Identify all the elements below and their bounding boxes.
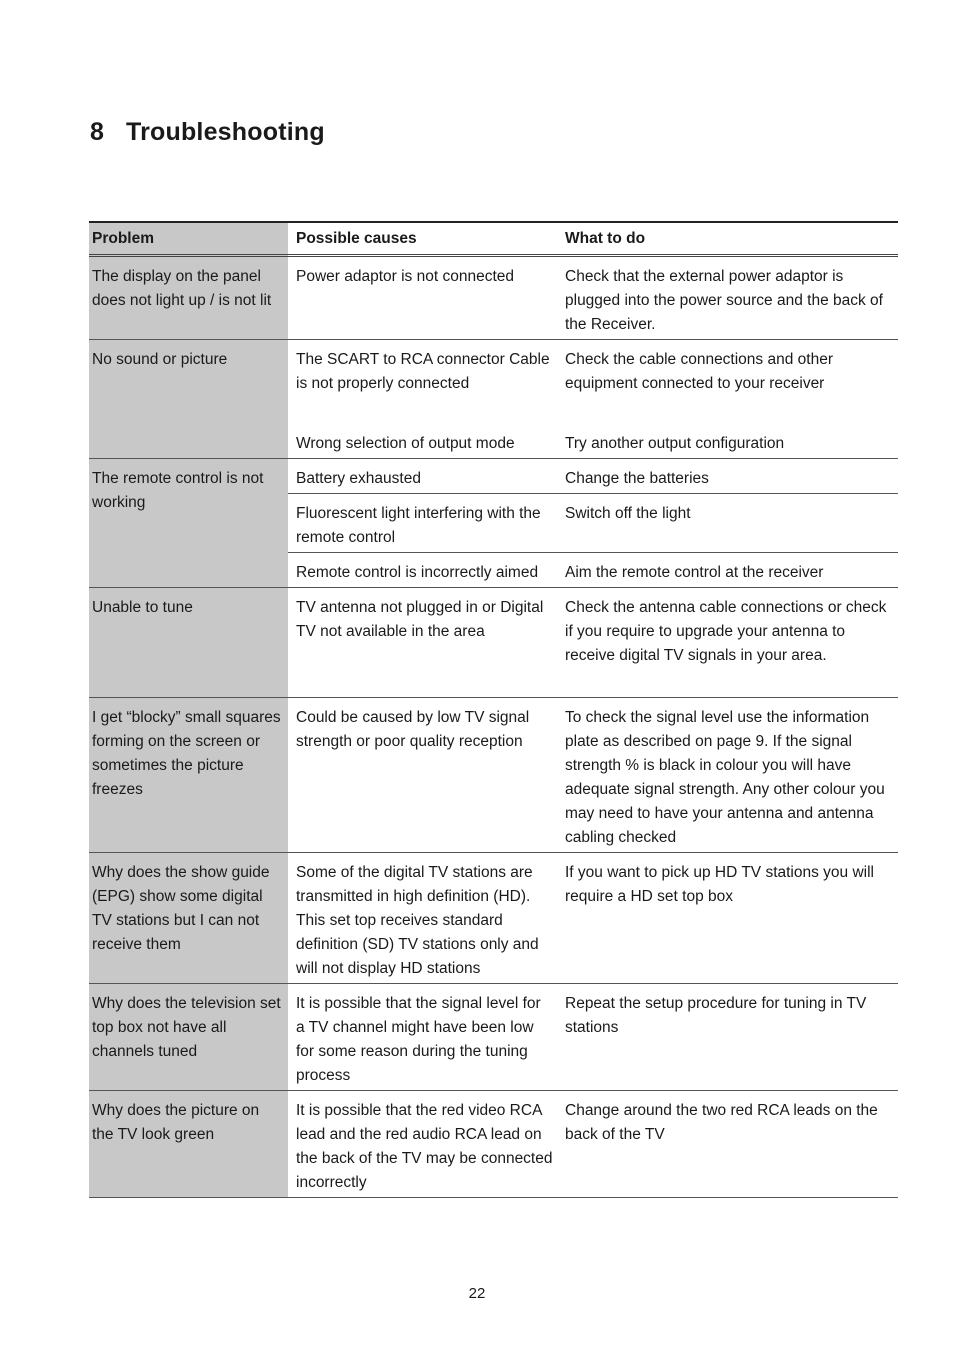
- problem-cell: Why does the television set top box not have all channels tuned: [89, 984, 288, 1091]
- todo-text: Try another output configuration: [565, 435, 785, 452]
- table-row: [89, 459, 898, 494]
- todo-cell: Change the batteries: [557, 459, 898, 494]
- cause-text: Wrong selection of output mode: [296, 435, 515, 452]
- header-problem: Problem: [89, 222, 288, 256]
- problem-cell: The display on the panel does not light up / is not lit: [89, 256, 288, 340]
- todo-cell: Check the antenna cable connections or check if you require to upgrade your antenna to receive digital TV signals in your area.: [557, 588, 898, 698]
- todo-cell: Change around the two red RCA leads on the back of the TV: [557, 1091, 898, 1198]
- section-number: 8: [90, 118, 105, 146]
- table-row: [89, 256, 898, 340]
- table-row: [89, 984, 898, 1091]
- cause-text: The SCART to RCA connector Cable is not properly connected: [296, 351, 550, 392]
- problem-cell: Why does the show guide (EPG) show some digital TV stations but I can not receive them: [89, 853, 288, 984]
- cause-cell: Battery exhausted: [288, 459, 557, 494]
- page-heading: [90, 118, 325, 147]
- table-row: [89, 853, 898, 984]
- header-todo: What to do: [565, 229, 646, 247]
- todo-cell: Check that the external power adaptor is plugged into the power source and the back of the Receiver.: [557, 256, 898, 340]
- todo-cell: Switch off the light: [557, 494, 898, 553]
- header-causes: Possible causes: [296, 229, 417, 247]
- cause-cell: [288, 340, 557, 459]
- cause-cell: Could be caused by low TV signal strength or poor quality reception: [288, 698, 557, 853]
- cause-cell: Remote control is incorrectly aimed: [288, 553, 557, 588]
- section-title: Troubleshooting: [126, 118, 325, 146]
- todo-cell: If you want to pick up HD TV stations you will require a HD set top box: [557, 853, 898, 984]
- problem-cell: No sound or picture: [89, 340, 288, 459]
- table-row: [89, 340, 898, 459]
- cause-cell: It is possible that the signal level for a TV channel might have been low for some reason during the tuning process: [288, 984, 557, 1091]
- problem-cell: I get “blocky” small squares forming on the screen or sometimes the picture freezes: [89, 698, 288, 853]
- todo-cell: To check the signal level use the information plate as described on page 9. If the signal strength % is black in colour you will have adequate signal strength. Any other colour you may need to have your antenna and antenna cabling checked: [557, 698, 898, 853]
- troubleshooting-table: [89, 221, 898, 1198]
- todo-cell: Aim the remote control at the receiver: [557, 553, 898, 588]
- cause-cell: It is possible that the red video RCA lead and the red audio RCA lead on the back of the TV may be connected incorrectly: [288, 1091, 557, 1198]
- cause-cell: Some of the digital TV stations are transmitted in high definition (HD). This set top receives standard definition (SD) TV stations only and will not display HD stations: [288, 853, 557, 984]
- table-row: [89, 1091, 898, 1198]
- table-row: [89, 588, 898, 698]
- todo-cell: Repeat the setup procedure for tuning in TV stations: [557, 984, 898, 1091]
- table-row: [89, 698, 898, 853]
- problem-cell: Why does the picture on the TV look green: [89, 1091, 288, 1198]
- problem-cell: The remote control is not working: [89, 459, 288, 588]
- page-number: 22: [468, 1285, 486, 1302]
- todo-cell: [557, 340, 898, 459]
- cause-cell: Fluorescent light interfering with the remote control: [288, 494, 557, 553]
- cause-cell: TV antenna not plugged in or Digital TV not available in the area: [288, 588, 557, 698]
- todo-text: Check the cable connections and other equipment connected to your receiver: [565, 351, 833, 392]
- table-header-row: [89, 222, 898, 256]
- problem-cell: Unable to tune: [89, 588, 288, 698]
- cause-cell: Power adaptor is not connected: [288, 256, 557, 340]
